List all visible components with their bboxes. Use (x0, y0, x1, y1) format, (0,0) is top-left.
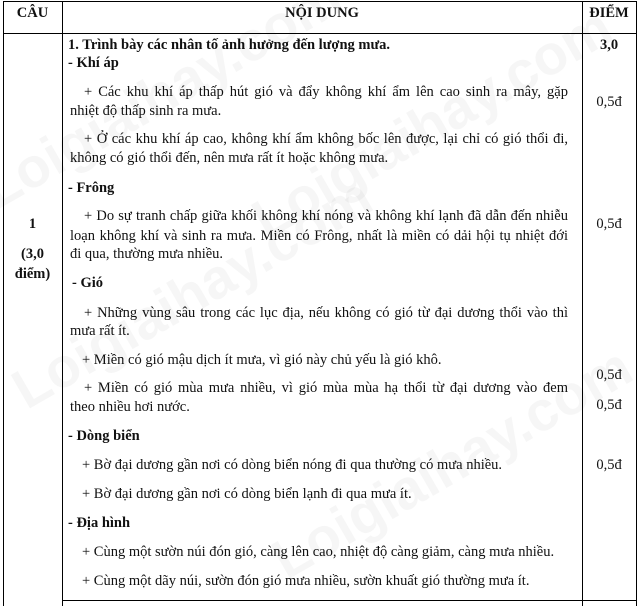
row-bottom-border (62, 600, 637, 601)
content-line: + Miền có gió mậu dịch ít mưa, vì gió này chủ yếu là gió khô. (82, 352, 442, 368)
content-line: + Miền có gió mùa mưa nhiều, vì gió mùa mùa hạ thổi từ đại dương vào đem (84, 380, 568, 396)
header-cau: CÂU (16, 5, 49, 21)
score-gio-1: 0,5đ (596, 367, 622, 383)
section-heading-khi-ap: - Khí áp (68, 55, 119, 71)
section-heading-dia-hinh: - Địa hình (68, 515, 131, 531)
content-line: + Những vùng sâu trong các lục địa, nếu không có gió từ đại dương thổi vào thì (84, 305, 568, 321)
content-line: + Cùng một sườn núi đón gió, càng lên cao, nhiệt độ càng giảm, càng mưa nhiều. (82, 544, 555, 560)
table-top-border (3, 1, 637, 2)
column-divider (582, 1, 583, 606)
question-title: 1. Trình bày các nhân tố ảnh hưởng đến lượng mưa. (68, 37, 391, 53)
content-line: + Các khu khí áp thấp hút gió và đẩy không khí ẩm lên cao sinh ra mây, gặp (84, 84, 568, 100)
header-diem: ĐIỂM (589, 5, 629, 21)
header-bottom-border (3, 33, 637, 34)
section-heading-frong: - Frông (68, 180, 115, 196)
table-right-border (636, 1, 637, 606)
content-line: mưa rất ít. (70, 323, 130, 339)
score-total: 3,0 (599, 37, 619, 53)
content-line: loạn không khí và sinh ra mưa. Miền có Frông, nhất là miền có dải hội tụ nhiệt đới (70, 228, 568, 244)
content-line: + Ở các khu khí áp cao, không khí ẩm không bốc lên được, lại chỉ có gió thổi đi, (84, 131, 568, 147)
question-points: (3,0 (21, 246, 44, 262)
question-points-unit: điểm) (14, 266, 51, 282)
content-line: + Bờ đại dương gần nơi có dòng biển lạnh đi qua mưa ít. (82, 486, 412, 502)
column-divider (62, 1, 63, 606)
question-number: 1 (28, 216, 37, 232)
content-line: đi qua, thường mưa nhiều. (70, 246, 224, 262)
content-line: + Cùng một dãy núi, sườn đón gió mưa nhiều, sườn khuất gió thường mưa ít. (82, 573, 530, 589)
content-line: theo nhiều hơi nước. (70, 399, 190, 415)
section-heading-dong-bien: - Dòng biển (68, 428, 140, 444)
section-heading-gio: - Gió (72, 275, 104, 291)
table-left-border (3, 1, 4, 606)
header-noi-dung: NỘI DUNG (285, 5, 359, 21)
content-line: + Do sự tranh chấp giữa khối không khí nóng và không khí lạnh đã dẫn đến nhiễu (84, 208, 568, 224)
score-khi-ap: 0,5đ (596, 94, 622, 110)
score-frong: 0,5đ (596, 216, 622, 232)
content-line: không có gió thổi đến, nên mưa rất ít hoặc không mưa. (70, 150, 389, 166)
score-dong-bien: 0,5đ (596, 457, 622, 473)
content-line: + Bờ đại dương gần nơi có dòng biển nóng đi qua thường có mưa nhiều. (82, 457, 503, 473)
score-gio-2: 0,5đ (596, 397, 622, 413)
content-line: nhiệt độ thấp sinh ra mưa. (70, 103, 222, 119)
